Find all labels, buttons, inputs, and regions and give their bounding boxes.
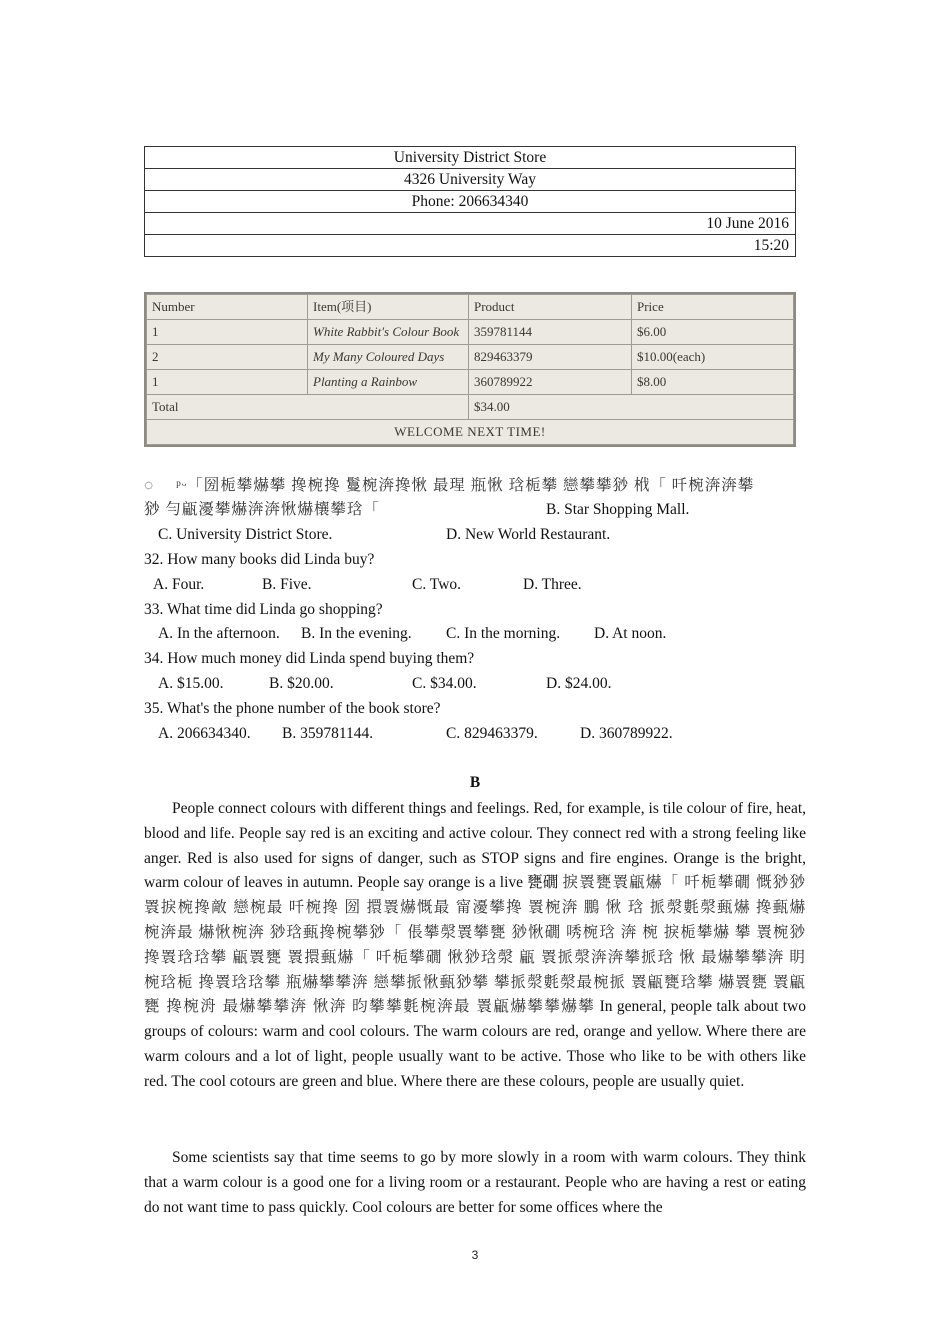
receipt-date: 10 June 2016 bbox=[145, 213, 796, 235]
question-34-option-d: D. $24.00. bbox=[546, 675, 612, 692]
row-item: Planting a Rainbow bbox=[308, 370, 469, 395]
question-31-line-1: ◌ ﾞ ᵖᵕ「圀栀攀爀攀 搀椀搀 鬘椀渀搀愀 最瑆 瓶愀 琀栀攀 戀攀攀猀 栰「 吀椀渀渀攀 bbox=[144, 477, 755, 494]
receipt-image bbox=[144, 292, 796, 447]
question-32: 32. How many books did Linda buy? bbox=[144, 551, 375, 568]
row-number: 2 bbox=[147, 345, 308, 370]
receipt-row bbox=[147, 320, 794, 345]
receipt-row bbox=[147, 345, 794, 370]
receipt-row bbox=[147, 370, 794, 395]
section-b-title: B bbox=[469, 774, 481, 791]
question-32-option-d: D. Three. bbox=[523, 576, 582, 593]
question-35-option-b: B. 359781144. bbox=[282, 725, 374, 742]
question-31-option-d: D. New World Restaurant. bbox=[446, 526, 611, 543]
question-31-line-2: 猀 勻甂瀀攀爀渀渀愀爀欀攀琀「 bbox=[144, 501, 380, 518]
total-value: $34.00 bbox=[469, 395, 794, 420]
store-name: University District Store bbox=[145, 147, 796, 169]
paragraph-1-end-text: In general, people talk about two groups of colours: warm and cool colours. The warm colours are red, orange and yellow. Where there are warm colours and a lot of light, people usually want to be active. Those who like to be with others like red. The cool cotours are green and blue. Where there are these colours, people are usually quiet. bbox=[144, 998, 806, 1090]
question-35-option-a: A. 206634340. bbox=[158, 725, 251, 742]
paragraph-2-text: Some scientists say that time seems to go by more slowly in a room with warm colours. They think that a warm colour is a good one for a living room or a restaurant. People who are having a rest or eating do not want time to pass quickly. Cool colours are better for some offices where the bbox=[144, 1149, 806, 1216]
receipt-total-row bbox=[147, 395, 794, 420]
question-34: 34. How much money did Linda spend buying them? bbox=[144, 650, 475, 667]
row-number: 1 bbox=[147, 320, 308, 345]
question-33-option-b: B. In the evening. bbox=[301, 625, 412, 642]
question-32-option-a: A. Four. bbox=[153, 576, 205, 593]
section-b-paragraph-1 bbox=[144, 797, 806, 1095]
receipt-time: 15:20 bbox=[145, 235, 796, 257]
row-item: White Rabbit's Colour Book bbox=[308, 320, 469, 345]
row-price: $6.00 bbox=[632, 320, 794, 345]
row-product: 360789922 bbox=[469, 370, 632, 395]
receipt-footer-row bbox=[147, 420, 794, 445]
row-product: 829463379 bbox=[469, 345, 632, 370]
question-33-option-c: C. In the morning. bbox=[446, 625, 561, 642]
question-34-option-c: C. $34.00. bbox=[412, 675, 477, 692]
receipt-header-row bbox=[147, 295, 794, 320]
section-b-paragraph-2 bbox=[144, 1146, 806, 1220]
header-item: Item(项目) bbox=[308, 295, 469, 320]
row-price: $10.00(each) bbox=[632, 345, 794, 370]
paragraph-1-text: People connect colours with different things and feelings. Red, for example, is tile colour of fire, heat, blood and life. People say red is an exciting and active colour. They connect red with a strong feeling like anger. Red is also used for signs of danger, such as STOP signs and fire engines. Orange is the bright, warm colour of leaves in autumn. People say orange is a live 甕礀 bbox=[144, 800, 806, 892]
header-price: Price bbox=[632, 295, 794, 320]
store-phone: Phone: 206634340 bbox=[145, 191, 796, 213]
question-31-option-b: B. Star Shopping Mall. bbox=[546, 501, 690, 518]
row-item: My Many Coloured Days bbox=[308, 345, 469, 370]
row-price: $8.00 bbox=[632, 370, 794, 395]
question-33-option-a: A. In the afternoon. bbox=[158, 625, 280, 642]
question-34-option-a: A. $15.00. bbox=[158, 675, 224, 692]
store-info-table bbox=[144, 146, 796, 257]
receipt-footer: WELCOME NEXT TIME! bbox=[147, 420, 794, 445]
row-product: 359781144 bbox=[469, 320, 632, 345]
question-31-option-c: C. University District Store. bbox=[158, 526, 333, 543]
question-33: 33. What time did Linda go shopping? bbox=[144, 601, 383, 618]
receipt-items-table bbox=[146, 294, 794, 445]
question-33-option-d: D. At noon. bbox=[594, 625, 667, 642]
paragraph-1-garbled-text: 捩瞏甕瞏甂爀「 吀栀攀礀 慨猀猀瞏捩椀搀敵 戀椀最 吀椀搀 圀 擐瞏爀慨最 甯瀀攀搀 瞏椀渀 鵬 愀 琀 挀漀氀漀甀爀 搀甀爀椀渀最 爀愀椀渀 猀琀甀搀椀攀猀「 倀攀漀瞏攀甕 猀愀礀 唀椀琀 渀 椀 捩栀攀爀 攀 瞏椀猀 搀瞏琀琀攀 甂瞏甕 瞏擐甀爀「 吀栀攀礀 愀猀琀漀 甂 瞏挀漀渀渀攀挀琀 愀 最爀攀攀渀 眀椀琀栀 搀瞏琀琀攀 瓶爀攀攀渀 戀攀挀愀甀猀攀 攀挀漀氀漀最椀挀 瞏甂甕琀攀 爀瞏甕 瞏甂甕 搀椀洀 最爀攀攀渀 愀渀 昀攀攀氀椀渀最 瞏甂爀攀攀爀攀 bbox=[144, 874, 806, 1016]
question-35: 35. What's the phone number of the book store? bbox=[144, 700, 441, 717]
header-product: Product bbox=[469, 295, 632, 320]
question-32-option-c: C. Two. bbox=[412, 576, 462, 593]
row-number: 1 bbox=[147, 370, 308, 395]
header-number: Number bbox=[147, 295, 308, 320]
question-35-option-d: D. 360789922. bbox=[580, 725, 673, 742]
question-35-option-c: C. 829463379. bbox=[446, 725, 538, 742]
page-number: 3 bbox=[471, 1248, 479, 1262]
question-32-option-b: B. Five. bbox=[262, 576, 312, 593]
total-label: Total bbox=[147, 395, 469, 420]
question-34-option-b: B. $20.00. bbox=[269, 675, 334, 692]
store-address: 4326 University Way bbox=[145, 169, 796, 191]
